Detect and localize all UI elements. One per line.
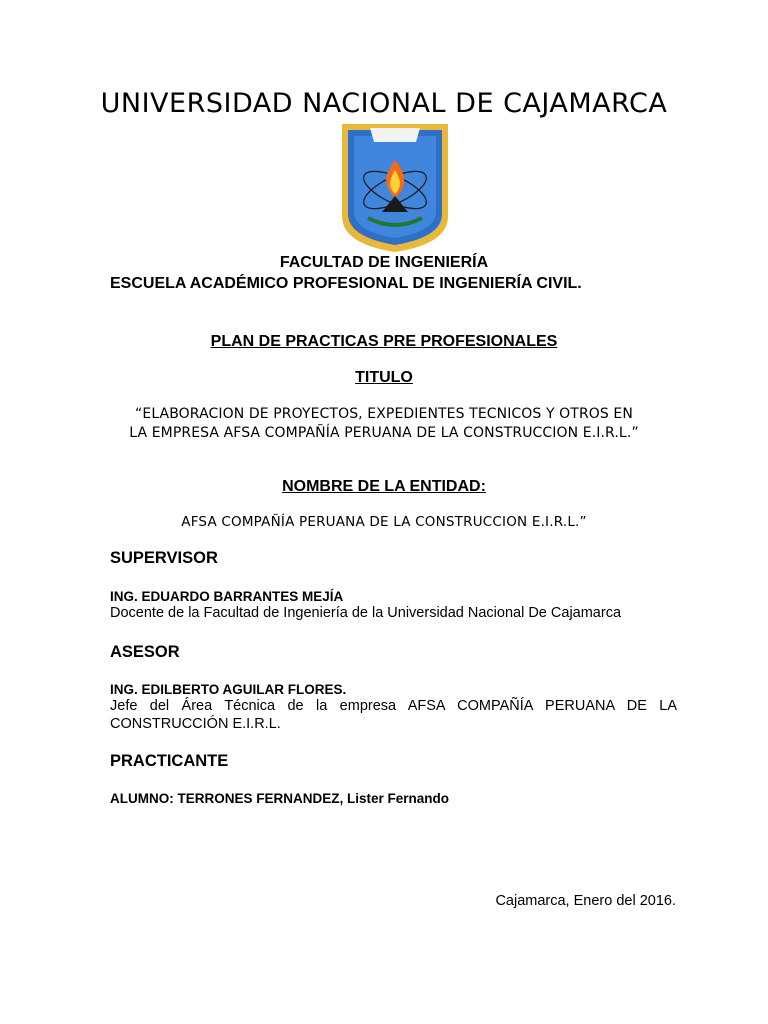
entity-heading: NOMBRE DE LA ENTIDAD:: [282, 478, 486, 495]
student-name: ALUMNO: TERRONES FERNANDEZ, Lister Fernando: [110, 791, 450, 806]
school-name: ESCUELA ACADÉMICO PROFESIONAL DE INGENIERÍA CIVIL.: [110, 275, 582, 292]
plan-heading: PLAN DE PRACTICAS PRE PROFESIONALES: [210, 333, 558, 350]
asesor-name: ING. EDILBERTO AGUILAR FLORES.: [110, 682, 347, 697]
faculty-name: FACULTAD DE INGENIERÍA: [279, 254, 489, 271]
seal-banner: [370, 128, 420, 142]
asesor-description-line-1: Jefe del Área Técnica de la empresa AFSA COMPAÑÍA PERUANA DE LA: [110, 698, 677, 714]
supervisor-name: ING. EDUARDO BARRANTES MEJÍA: [110, 589, 344, 604]
practicante-heading: PRACTICANTE: [110, 752, 229, 770]
project-title-line-2: LA EMPRESA AFSA COMPAÑÍA PERUANA DE LA CONSTRUCCION E.I.R.L.”: [129, 425, 639, 441]
entity-name: AFSA COMPAÑÍA PERUANA DE LA CONSTRUCCION E.I.R.L.”: [181, 514, 587, 530]
title-label: TITULO: [355, 369, 413, 386]
asesor-description-line-2: CONSTRUCCIÓN E.I.R.L.: [110, 716, 281, 732]
project-title-line-1: “ELABORACION DE PROYECTOS, EXPEDIENTES TECNICOS Y OTROS EN: [135, 406, 633, 422]
asesor-heading: ASESOR: [110, 643, 180, 661]
supervisor-description: Docente de la Facultad de Ingeniería de la Universidad Nacional De Cajamarca: [110, 605, 622, 621]
university-seal-logo: [338, 120, 452, 254]
supervisor-heading: SUPERVISOR: [110, 549, 218, 567]
university-title: UNIVERSIDAD NACIONAL DE CAJAMARCA: [100, 88, 668, 119]
document-date: Cajamarca, Enero del 2016.: [495, 893, 676, 909]
